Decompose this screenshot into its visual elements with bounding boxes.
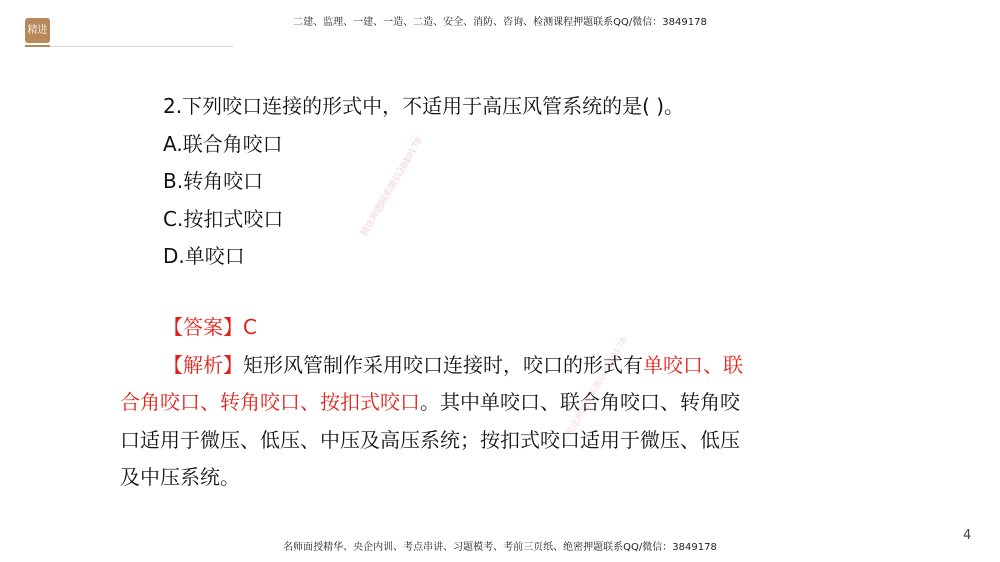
header-banner: 二建、监理、一建、一造、二造、安全、消防、咨询、检测课程押题联系QQ/微信：3849178	[293, 17, 707, 28]
footer-banner: 名师面授精华、央企内训、考点串讲、习题模考、考前三页纸、绝密押题联系QQ/微信：3849178	[283, 542, 717, 553]
question-stem: 2.下列咬口连接的形式中，不适用于高压风管系统的是( )。	[163, 94, 685, 118]
answer-line	[120, 309, 820, 347]
logo-underline	[25, 45, 50, 47]
analysis-line-2	[120, 384, 820, 422]
analysis-highlight-2: 合角咬口、转角咬口、按扣式咬口	[120, 390, 420, 414]
analysis-line-4: 及中压系统。	[120, 465, 240, 489]
analysis-text-2: 。其中单咬口、联合角咬口、转角咬	[420, 390, 740, 414]
page-number: 4	[963, 528, 972, 543]
option-d: D.单咬口	[163, 244, 245, 268]
analysis-line-3: 口适用于微压、低压、中压及高压系统；按扣式咬口适用于微压、低压	[120, 427, 740, 452]
analysis-highlight-1: 单咬口、联	[643, 352, 743, 377]
answer-block	[120, 309, 820, 497]
option-b: B.转角咬口	[163, 169, 264, 193]
watermark: 精选押题联系微信3849178	[564, 336, 630, 439]
question-block	[163, 88, 684, 276]
answer-value: C	[243, 315, 257, 339]
analysis-line-1	[120, 347, 820, 385]
analysis-label: 【解析】	[163, 352, 243, 377]
brand-logo: 精进	[25, 18, 50, 43]
watermark: 精选押题联系微信3849178	[359, 136, 425, 239]
option-a: A.联合角咬口	[163, 131, 283, 156]
option-c: C.按扣式咬口	[163, 206, 284, 231]
answer-label: 【答案】	[163, 315, 243, 339]
analysis-text-1: 矩形风管制作采用咬口连接时，咬口的形式有	[243, 352, 643, 377]
header-divider	[50, 46, 233, 47]
